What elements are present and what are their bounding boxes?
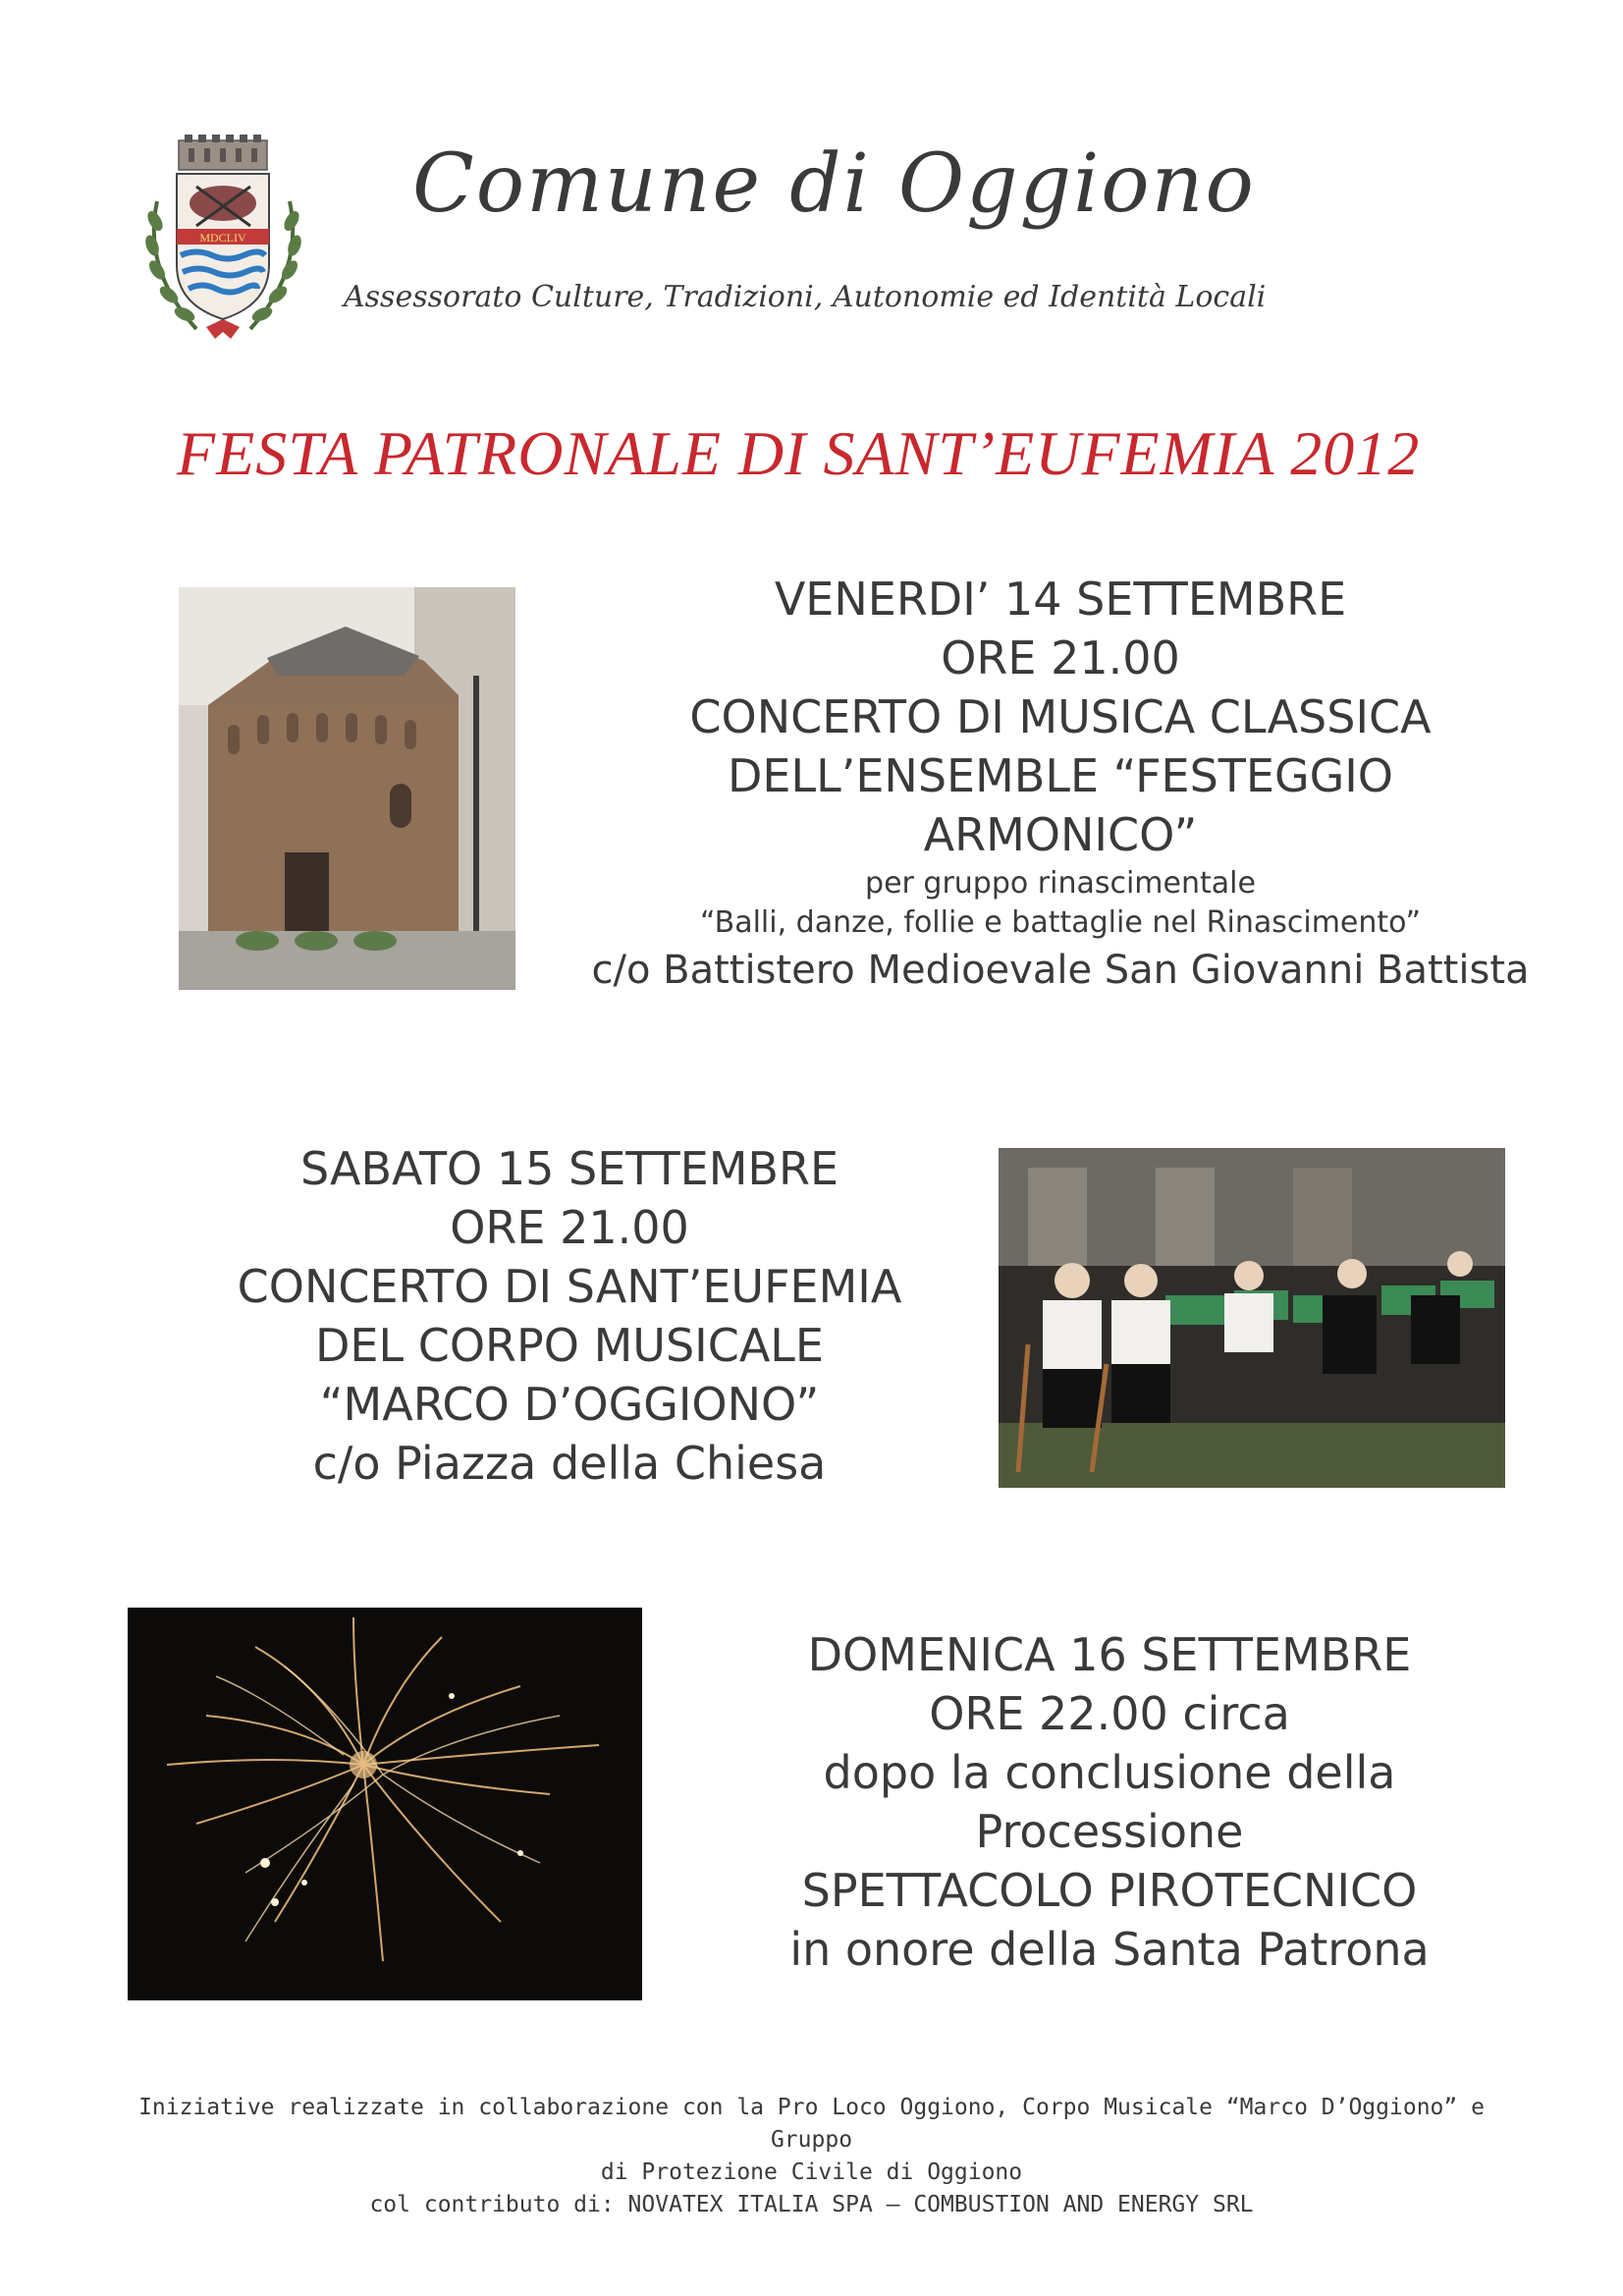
footer-line: di Protezione Civile di Oggiono — [600, 2159, 1023, 2185]
event-date: SABATO 15 SETTEMBRE — [299, 1142, 839, 1195]
event-saturday — [147, 1139, 992, 1493]
event-line: in onore della Santa Patrona — [789, 1923, 1430, 1976]
footer-line: col contributo di: NOVATEX ITALIA SPA – COMBUSTION AND ENERGY SRL — [369, 2192, 1254, 2217]
event-line: Processione — [975, 1805, 1244, 1858]
event-line: CONCERTO DI MUSICA CLASSICA — [689, 690, 1432, 743]
event-detail: “Balli, danze, follie e battaglie nel Rinascimento” — [700, 905, 1421, 940]
event-time: ORE 22.00 circa — [929, 1687, 1290, 1740]
crest-motto: MDCLIV — [199, 231, 246, 245]
event-place: c/o Battistero Medioevale San Giovanni Battista — [591, 948, 1530, 993]
event-friday — [579, 570, 1542, 998]
event-main-title: FESTA PATRONALE DI SANT’EUFEMIA 2012 — [177, 418, 1421, 488]
fireworks-photo — [128, 1608, 642, 2000]
event-sunday — [687, 1625, 1532, 1979]
municipal-crest — [137, 133, 309, 344]
event-date: VENERDI’ 14 SETTEMBRE — [774, 573, 1347, 626]
event-line: CONCERTO DI SANT’EUFEMIA — [237, 1260, 902, 1313]
event-time: ORE 21.00 — [941, 631, 1180, 684]
event-line: DEL CORPO MUSICALE — [315, 1319, 824, 1372]
event-date: DOMENICA 16 SETTEMBRE — [807, 1628, 1412, 1681]
baptistery-photo — [179, 587, 515, 990]
event-place: c/o Piazza della Chiesa — [312, 1437, 827, 1490]
department-subtitle: Assessorato Culture, Tradizioni, Autonomie ed Identità Locali — [344, 280, 1267, 314]
event-line: SPETTACOLO PIROTECNICO — [801, 1864, 1418, 1917]
event-line: dopo la conclusione della — [823, 1746, 1396, 1799]
event-line: DELL’ENSEMBLE “FESTEGGIO — [727, 749, 1394, 802]
event-time: ORE 21.00 — [450, 1201, 689, 1254]
event-detail: per gruppo rinascimentale — [865, 866, 1256, 901]
footer-line: Iniziative realizzate in collaborazione con la Pro Loco Oggiono, Corpo Musicale “Marco D’Oggiono” e Gruppo — [138, 2095, 1485, 2153]
event-line: ARMONICO” — [923, 808, 1198, 861]
municipality-title: Comune di Oggiono — [412, 137, 1256, 231]
event-line: “MARCO D’OGGIONO” — [319, 1378, 820, 1431]
band-photo — [999, 1148, 1505, 1488]
footer-credits — [98, 2092, 1525, 2221]
